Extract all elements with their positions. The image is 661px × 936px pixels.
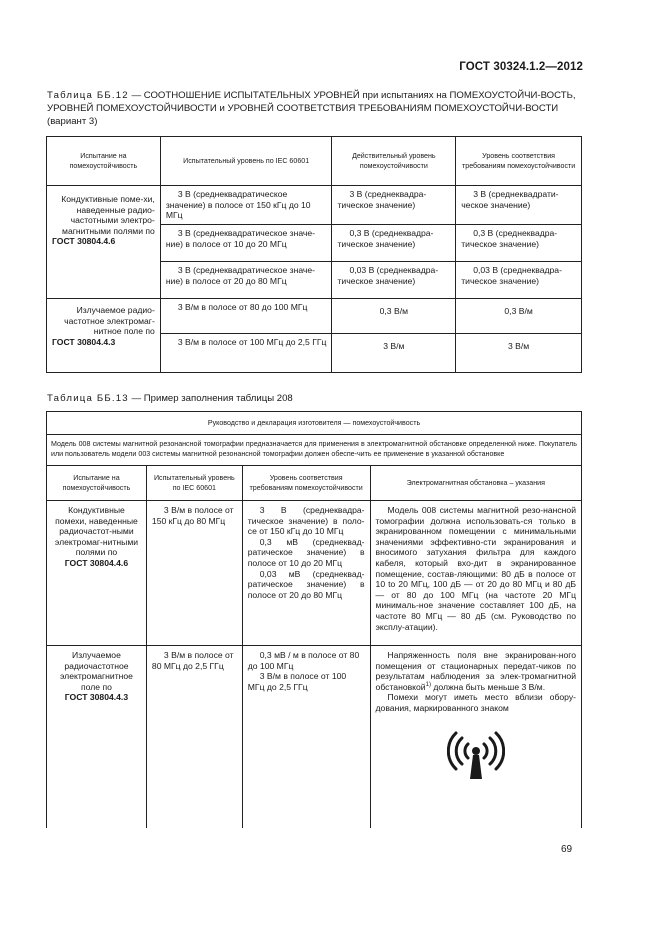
test-standard: ГОСТ 30804.4.3: [64, 692, 129, 703]
table2-test-radiated: [47, 646, 147, 829]
table-cell: 3 В (среднеквадрати-ческое значение): [456, 186, 582, 225]
table2-caption-text: — Пример заполнения таблицы 208: [128, 393, 293, 404]
test-name: Излучаемое радио-частотное электромаг-нитное поле по: [64, 305, 155, 337]
table1-test-conducted: [47, 186, 161, 299]
table-cell: 3 В (среднеквадратическое значе-ние) в полосе от 10 до 20 МГц: [160, 225, 332, 262]
table-cell: 3 В/м: [332, 334, 456, 373]
table2-compliance-radiated: [242, 646, 370, 829]
compliance-line: 3 В (среднеквадра-тическое значение) в поло-се от 150 кГц до 10 МГц: [247, 505, 365, 537]
table2-caption: [47, 393, 593, 406]
compliance-line: 0,3 мВ (среднеквад-ратическое значение) в полосе от 10 до 20 МГц: [247, 536, 365, 568]
table1-header-row: [47, 137, 582, 186]
table-cell: 3 В/м: [456, 334, 582, 373]
page-number: 69: [561, 844, 573, 855]
table2-intro: Модель 008 системы магнитной резонансной томографии предназначается для применения в электромагнитной обстановке определенной ниже. Покупатель или пользователь модели 003 системы магнитной резонансной томографии должен обеспе-чить ее применение в указанной обстановке: [47, 435, 582, 466]
table-cell: 0,3 В (среднеквадра-тическое значение): [332, 225, 456, 262]
guidance-text: Напряженность поля вне экранирован-ного помещения от стационарных передат-чиков по результатам наблюдения за элек-тромагнитной обстановкой: [375, 650, 576, 692]
compliance-line: 0,03 мВ (среднеквад-ратическое значение) в полосе от 20 до 80 МГц: [247, 568, 365, 600]
test-name: Излучаемое радиочастотное электромагнитное поле по: [59, 650, 133, 692]
test-standard: ГОСТ 30804.4.6: [52, 236, 116, 247]
table2-col-test-level: Испытательный уровень по IEC 60601: [146, 466, 242, 501]
guidance-text: должна быть меньше 3 В/м.: [430, 681, 546, 692]
table1-col-test: Испытание на помехоустойчивость: [47, 137, 161, 186]
compliance-line: 3 В/м в полосе от 100 МГц до 2,5 ГГц: [247, 671, 347, 692]
table2-intro-row: [47, 435, 582, 466]
table2-caption-label: Таблица ББ.13: [47, 393, 129, 404]
table2-guidance-conducted: Модель 008 системы магнитной резо-нансной томографии должна использовать-ся только в экранированном помещении с минимальными значениями эффективно-сти экранирования и вносимого затухания фильтра для каждого кабеля, который вхо-дит в экранированное помещение, состав-ляющими: 80 дБ в полосе от 10 to 20 МГц, 100 дБ — от 20 до 80 МГц и 80 дБ — от 80 до 100 МГц (на частоте 20 МГц минималь-ное значение составляет 100 дБ, на частоте 80 МГц — 80 дБ (см. Руководство по эксплу-атации).: [370, 501, 581, 646]
table-cell: 3 В (среднеквадратическое значе-ние) в полосе от 20 до 80 МГц: [160, 262, 332, 299]
table-cell: 3 В (среднеквадра-тическое значение): [332, 186, 456, 225]
guidance-paragraph: [376, 650, 576, 692]
test-standard: ГОСТ 30804.4.6: [64, 557, 129, 568]
test-name: Кондуктивные помехи, наведенные радиочастот-ными электромаг-нитными полями по: [54, 505, 139, 558]
table-cell: 0,3 В/м: [456, 299, 582, 334]
table1-test-radiated: [47, 299, 161, 373]
table-cell: 0,03 В (среднеквадра-тическое значение): [456, 262, 582, 299]
table2-title: Руководство и декларация изготовителя — помехоустойчивость: [47, 412, 582, 435]
table-row: [47, 501, 582, 646]
table2-header-row: [47, 466, 582, 501]
table1-caption: [47, 90, 593, 128]
footnote-marker: 1): [425, 681, 431, 688]
table2-test-conducted: [47, 501, 147, 646]
table1-col-test-level: Испытательный уровень по IEC 60601: [160, 137, 332, 186]
table2-title-row: [47, 412, 582, 435]
table-row: [47, 299, 582, 334]
table1-col-compliance-level: Уровень соответствия требованиям помехоустойчивости: [456, 137, 582, 186]
table2-manufacturer-declaration: [46, 411, 582, 828]
non-ionizing-radiation-icon: [447, 730, 505, 782]
table-cell: 3 В (среднеквадратическое значение) в полосе от 150 кГц до 10 МГц: [160, 186, 332, 225]
table-cell: 3 В/м в полосе от 80 до 100 МГц: [160, 299, 332, 334]
table2-guidance-radiated: [370, 646, 581, 829]
table-cell: 0,3 В/м: [332, 299, 456, 334]
compliance-line: 0,3 мВ / м в полосе от 80 до 100 МГц: [247, 650, 360, 671]
test-name: Кондуктивные поме-хи, наведенные радио-частотными электро-магнитными полями по: [61, 194, 155, 236]
table1-col-actual-level: Действительный уровень помехоустойчивости: [332, 137, 456, 186]
table2-compliance-conducted: [242, 501, 370, 646]
table1-immunity-levels: [46, 136, 582, 373]
table2-col-guidance: Электромагнитная обстановка – указания: [370, 466, 581, 501]
table-cell: 3 В/м в полосе от 150 кГц до 80 МГц: [146, 501, 242, 646]
table-row: [47, 186, 582, 225]
table2-col-compliance: Уровень соответствия требованиям помехоустойчивости: [242, 466, 370, 501]
table-row: [47, 646, 582, 829]
table-cell: 3 В/м в полосе от 80 МГц до 2,5 ГГц: [146, 646, 242, 829]
table-cell: 0,3 В (среднеквадра-тическое значение): [456, 225, 582, 262]
guidance-paragraph: Помехи могут иметь место вблизи обору-дования, маркированного знаком: [375, 692, 576, 713]
table-cell: 3 В/м в полосе от 100 МГц до 2,5 ГГц: [160, 334, 332, 373]
document-code: ГОСТ 30324.1.2—2012: [459, 61, 583, 73]
table1-caption-text: — СООТНОШЕНИЕ ИСПЫТАТЕЛЬНЫХ УРОВНЕЙ при испытаниях на ПОМЕХОУСТОЙЧИ-ВОСТЬ, УРОВНЕЙ ПОМЕХОУСТОЙЧИВОСТИ и УРОВНЕЙ СООТВЕТСТВИЯ ТРЕБОВАНИЯМ ПОМЕХОУСТОЙЧИ-ВОСТИ (вариант 3): [47, 90, 576, 127]
table-cell: 0,03 В (среднеквадра-тическое значение): [332, 262, 456, 299]
test-standard: ГОСТ 30804.4.3: [52, 336, 116, 347]
table1-caption-label: Таблица ББ.12: [47, 90, 129, 101]
table2-col-test: Испытание на помехоустойчивость: [47, 466, 147, 501]
